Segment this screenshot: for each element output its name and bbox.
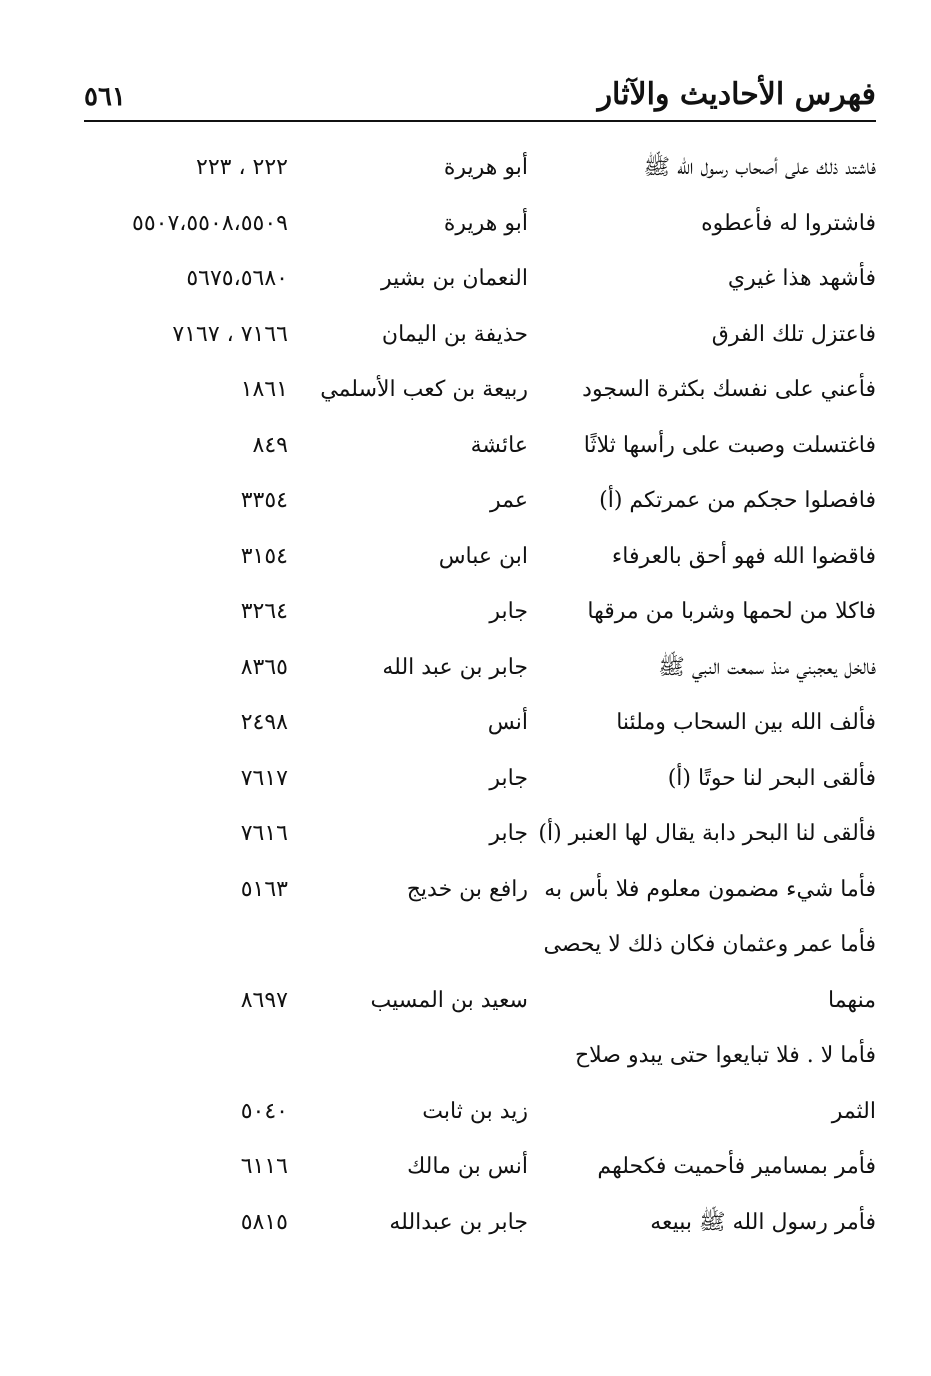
narrator: رافع بن خديج <box>406 876 528 902</box>
index-row <box>84 196 876 252</box>
narrator: أبو هريرة <box>443 155 528 180</box>
hadith-numbers: ٨٦٩٧ <box>240 987 288 1013</box>
index-row <box>84 1195 876 1251</box>
hadith-text: الثمر <box>831 1098 876 1124</box>
hadith-text: فاكلا من لحمها وشربا من مرقها <box>587 599 876 624</box>
hadith-text: فاقضوا الله فهو أحق بالعرفاء <box>611 543 876 569</box>
narrator: جابر <box>489 821 528 846</box>
hadith-numbers: ٢٤٩٨ <box>240 710 288 735</box>
narrator: أنس بن مالك <box>407 1154 528 1179</box>
narrator: جابر بن عبد الله <box>382 654 528 680</box>
index-row <box>84 806 876 862</box>
hadith-text: فاعتزل تلك الفرق <box>711 321 876 347</box>
hadith-text: منهما <box>828 987 876 1013</box>
narrator: عائشة <box>470 432 528 458</box>
page-header <box>84 62 876 112</box>
narrator: أنس <box>487 710 528 735</box>
index-row <box>84 917 876 973</box>
page-title: فهرس الأحاديث والآثار <box>597 77 876 112</box>
narrator: جابر <box>489 599 528 624</box>
hadith-text: فافصلوا حجكم من عمرتكم (أ) <box>599 488 876 513</box>
hadith-numbers: ٣١٥٤ <box>240 543 288 569</box>
narrator: سعيد بن المسيب <box>370 987 528 1013</box>
index-row <box>84 140 876 196</box>
index-row <box>84 473 876 529</box>
hadith-numbers: ٧١٦٦ ، ٧١٦٧ <box>172 321 288 347</box>
hadith-text: فأمر بمسامير فأحميت فكحلهم <box>597 1154 876 1179</box>
index-row <box>84 529 876 585</box>
hadith-text: فأما عمر وعثمان فكان ذلك لا يحصى <box>543 932 876 957</box>
hadith-text: فأعني على نفسك بكثرة السجود <box>582 377 876 402</box>
hadith-numbers: ٨٤٩ <box>252 432 288 458</box>
narrator: ربيعة بن كعب الأسلمي <box>320 377 528 402</box>
hadith-numbers: ٧٦١٦ <box>240 821 288 846</box>
index-row <box>84 1084 876 1140</box>
index-row <box>84 307 876 363</box>
index-row <box>84 695 876 751</box>
hadith-numbers: ٦١١٦ <box>240 1154 288 1179</box>
index-row <box>84 973 876 1029</box>
narrator: جابر <box>489 765 528 791</box>
hadith-numbers: ٣٢٦٤ <box>240 599 288 624</box>
page-number: ٥٦١ <box>84 82 126 112</box>
narrator: النعمان بن بشير <box>380 266 528 291</box>
hadith-numbers: ٥٦٧٥،٥٦٨٠ <box>186 266 288 291</box>
index-row <box>84 418 876 474</box>
hadith-text: فاغتسلت وصبت على رأسها ثلاثًا <box>583 432 876 458</box>
hadith-text: فألقى البحر لنا حوتًا (أ) <box>667 765 876 791</box>
index-row <box>84 362 876 418</box>
hadith-text: فأما شيء مضمون معلوم فلا بأس به <box>544 876 876 902</box>
narrator: عمر <box>490 488 528 513</box>
index-row <box>84 251 876 307</box>
hadith-numbers: ١٨٦١ <box>240 377 288 402</box>
hadith-text: فألف الله بين السحاب وملئنا <box>616 710 876 735</box>
hadith-text: فاشتروا له فأعطوه <box>701 210 876 236</box>
narrator: أبو هريرة <box>443 210 528 236</box>
header-divider <box>84 120 876 122</box>
hadith-text: فأمر رسول الله ﷺ ببيعه <box>650 1209 876 1235</box>
hadith-numbers: ٥٥٠٧،٥٥٠٨،٥٥٠٩ <box>132 210 288 236</box>
hadith-text: فأما لا . فلا تبايعوا حتى يبدو صلاح <box>574 1043 876 1068</box>
hadith-numbers: ٥٠٤٠ <box>240 1098 288 1124</box>
index-row <box>84 862 876 918</box>
hadith-text: فالخل يعجبني منذ سمعت النبي ﷺ <box>658 654 876 680</box>
hadith-text: فألقى لنا البحر دابة يقال لها العنبر (أ) <box>538 821 876 846</box>
hadith-numbers: ٥٨١٥ <box>240 1209 288 1235</box>
hadith-text: فأشهد هذا غيري <box>727 266 876 291</box>
hadith-numbers: ٢٢٢ ، ٢٢٣ <box>196 155 288 180</box>
narrator: ابن عباس <box>438 543 528 569</box>
narrator: حذيفة بن اليمان <box>381 321 528 347</box>
narrator: جابر بن عبدالله <box>389 1209 528 1235</box>
index-row <box>84 640 876 696</box>
hadith-numbers: ٣٣٥٤ <box>240 488 288 513</box>
index-row <box>84 1028 876 1084</box>
hadith-numbers: ٥١٦٣ <box>240 876 288 902</box>
narrator: زيد بن ثابت <box>422 1098 528 1124</box>
index-row <box>84 1139 876 1195</box>
index-list <box>84 140 876 1250</box>
hadith-numbers: ٧٦١٧ <box>240 765 288 791</box>
hadith-numbers: ٨٣٦٥ <box>240 654 288 680</box>
index-row <box>84 584 876 640</box>
index-row <box>84 751 876 807</box>
hadith-text: فاشتد ذلك على أصحاب رسول الله ﷺ <box>643 155 876 180</box>
